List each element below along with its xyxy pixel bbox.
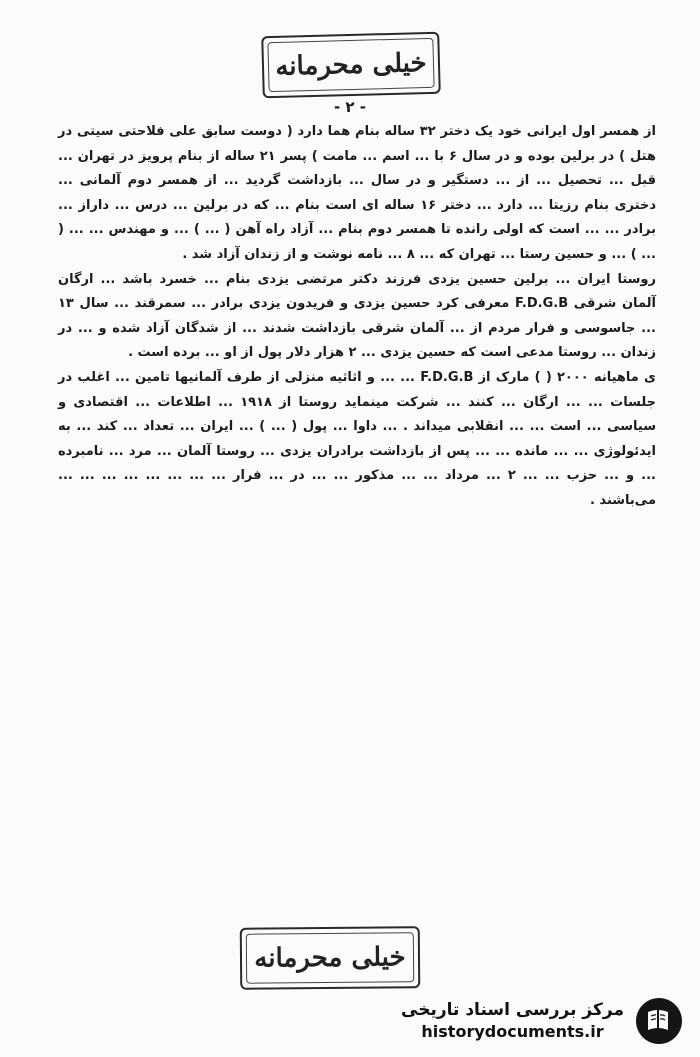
paragraph-2: روستا ایران ... برلین حسین یزدی فرزند دکتر مرتضی یزدی بنام ... خسرد باشد ... ارگان آلمان شرقی F.D.G.B معرفی کرد حسین یزدی و فریدون یزدی برادر ... سمرقند ... سال ۱۳ ... جاسوسی و فرار مردم از ... آلمان شرقی بازداشت شدند ... از شدگان آزاد شده و ... در زندان ... روستا مدعی است که حسین یزدی ... ۲ هزار دلار پول از او ... برده است .	[58, 271, 656, 361]
page-number: - ۲ -	[333, 98, 367, 116]
confidential-stamp-bottom	[240, 926, 421, 990]
confidential-stamp-text: خیلی محرمانه	[254, 942, 406, 974]
paragraph-3: ی ماهیانه ۲۰۰۰ ( ) مارک از F.D.G.B ... ... و اثاثیه منزلی از طرف آلمانیها تامین ... اغلب در جلسات ... ... ارگان ... کنند ... شرکت مینماید روستا از ۱۹۱۸ ... اطلاعات ... اقتصادی و سیاسی ... است ... ... انقلابی میداند . ... داوا ... پول ( ... ) ... ایران ... تعداد ... کند ... به ایدئولوژی ... ... مانده ... ... پس از بازداشت برادران یزدی ... روستا آلمان ... مرد ... نامبرده ... و ... حزب ... ... ۲ ... مرداد ... ... مذکور ... ... در ... فرار ... ... ... ... ... ... ... ... می‌باشند .	[58, 369, 657, 508]
document-body	[58, 120, 656, 514]
paragraph-1: از همسر اول ایرانی خود یک دختر ۳۲ ساله بنام هما دارد ( دوست سابق علی فلاحتی سیتی در هتل ) در برلین بوده و در سال ۶ با ... اسم ... مامت ) پسر ۲۱ ساله از بنام پرویز در تهران ... قبل ... تحصیل ... از ... دستگیر و در سال ... بازداشت گردید ... از همسر دوم آلمانی ... دختری بنام رزیتا ... دارد ... دختر ۱۶ ساله ای است بنام ... که در برلین ... درس ... داراز ... برادر ... ... است که اولی رانده تا همسر دوم بنام ... آزاد راه آهن ( ... ) ... و مهندس ... ... ( ... ) ... و حسین رستا ... تهران که ... ۸ ... نامه نوشت و از زندان آزاد شد .	[58, 124, 656, 262]
confidential-stamp-top	[261, 32, 441, 99]
archive-logo-icon	[634, 996, 684, 1046]
watermark	[401, 996, 684, 1046]
watermark-text	[401, 999, 624, 1043]
confidential-stamp-text: خیلی محرمانه	[274, 48, 428, 82]
watermark-url: historydocuments.ir	[421, 1022, 604, 1041]
watermark-title: مرکز بررسی اسناد تاریخی	[401, 1000, 624, 1020]
